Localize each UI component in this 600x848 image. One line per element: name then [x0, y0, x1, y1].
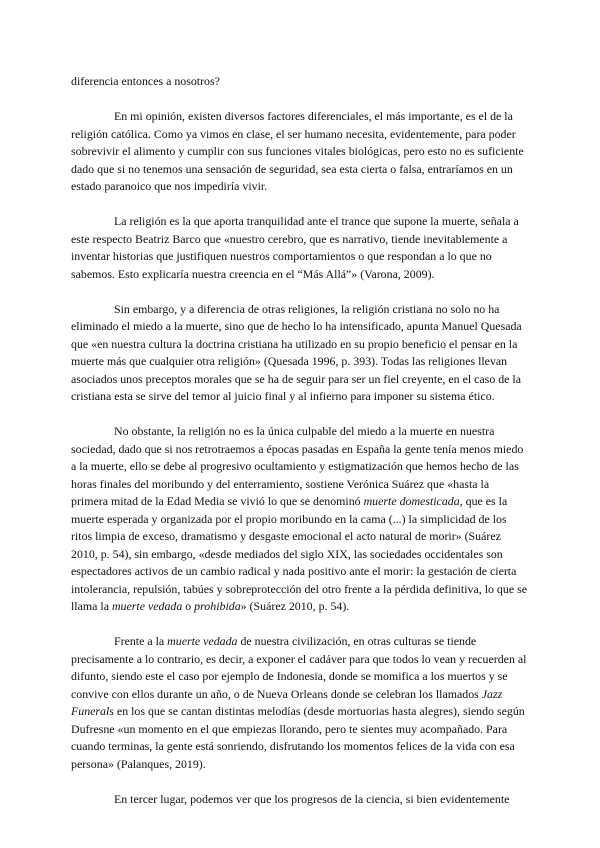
text-run: de nuestra civilización, en otras culturas se tiende precisamente a lo contrario, es decir, a exponer el cadáver para que todos lo vean y recuerden al difunto, siendo este el caso por ejemplo de Indonesia, donde se momifica a los muertos y se convive con ellos durante un año, o de Nueva Orleans donde se celebran los llamados [71, 634, 527, 701]
italic-term: muerte domesticada [363, 494, 460, 508]
document-body [71, 73, 529, 826]
italic-term: Jazz Funerals [71, 686, 503, 718]
text-run: en los que se cantan distintas melodías (desde mortuorias hasta alegres), siendo según Dufresne «un momento en el que empiezas llorando, pero te sientes muy acompañado. Para cuando terminas, la gente está sonriendo, disfrutando los momentos felices de la vida con esa persona» (Palanques, 2019). [71, 704, 525, 771]
text-run: No obstante, la religión no es la única culpable del miedo a la muerte en nuestra sociedad, dado que si nos retrotraemos a épocas pasadas en España la gente tenía menos miedo a la muerte, ello se debe al progresivo ocultamiento y estigmatización que hemos hecho de las horas finales del moribundo y del enterramiento, sostiene Verónica Suárez que «hasta la primera mitad de la Edad Media se vivió lo que se denominó [71, 424, 524, 508]
text-run: o [182, 599, 195, 613]
text-run: En mi opinión, existen diversos factores diferenciales, el más importante, es el de la religión católica. Como ya vimos en clase, el ser humano necesita, evidentemente, para poder sobrevivir el alimento y cumplir con sus funciones vitales biológicas, pero esto no es suficiente dado que si no tenemos una sensación de seguridad, sea esta cierta o falsa, entraríamos en un estado paranoico que nos impediría vivir. [71, 109, 524, 193]
paragraph-6 [71, 633, 529, 773]
paragraph-1 [71, 73, 529, 91]
text-run: La religión es la que aporta tranquilidad ante el trance que supone la muerte, señala a este respecto Beatriz Barco que «nuestro cerebro, que es narrativo, tiende inevitablemente a inventar historias que justifiquen nuestros comportamientos o que respondan a lo que no sabemos. Esto explicaría nuestra creencia en el “Más Allá”» (Varona, 2009). [71, 214, 519, 281]
italic-term: prohibida [194, 599, 241, 613]
text-run: En tercer lugar, podemos ver que los progresos de la ciencia, si bien evidentemente [114, 791, 510, 806]
text-run: » (Suárez 2010, p. 54). [240, 599, 350, 613]
text-run: Sin embargo, y a diferencia de otras religiones, la religión cristiana no solo no ha eliminado el miedo a la muerte, sino que de hecho lo ha intensificado, apunta Manuel Quesada que «en nuestra cultura la doctrina cristiana ha utilizado en su propio beneficio el pensar en la muerte más que cualquier otra religión» (Quesada 1996, p. 393). Todas las religiones llevan asociados unos preceptos morales que se ha de seguir para ser un fiel creyente, en el caso de la cristiana esta se sirve del temor al juicio final y al infierno para imponer su sistema ético. [71, 301, 522, 403]
paragraph-4 [71, 301, 529, 406]
paragraph-2 [71, 108, 529, 196]
text-run: , que es la muerte esperada y organizada por el propio moribundo en la cama (...) la simplicidad de los ritos limpia de exceso, dramatismo y desgaste emocional el acto natural de morir» (Suárez 2010, p. 54), sin embargo, «desde mediados del siglo XIX, las sociedades occidentales son espectadores activos de un cambio radical y nada positivo ante el morir: la gestación de cierta intolerancia, repulsión, tabúes y sobreprotección del otro frente a la pérdida definitiva, lo que se llama la [71, 494, 527, 613]
text-run: diferencia entonces a nosotros? [71, 74, 220, 88]
text-run: Frente a la [114, 634, 168, 648]
italic-term: muerte vedada [167, 634, 238, 648]
paragraph-3 [71, 213, 529, 283]
paragraph-7 [71, 791, 529, 809]
paragraph-5 [71, 423, 529, 616]
italic-term: muerte vedada [111, 599, 183, 613]
